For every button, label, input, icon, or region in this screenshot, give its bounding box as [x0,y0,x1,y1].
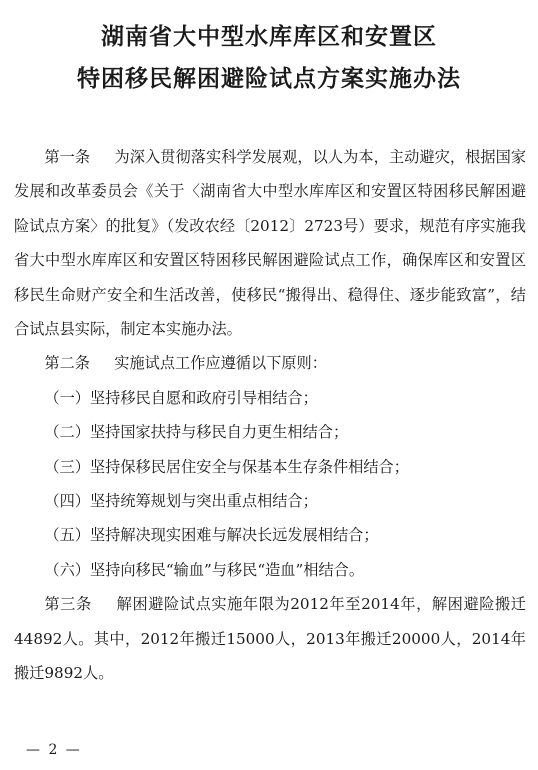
principle-item-1: （一）坚持移民自愿和政府引导相结合； [44,388,318,407]
document-title-line-1: 湖南省大中型水库库区和安置区 [101,23,437,50]
article-3 [14,587,526,690]
principle-item-4: （四）坚持统筹规划与突出重点相结合； [44,492,318,511]
document-body [14,140,526,691]
page-number: — 2 — [26,742,82,758]
article-1 [14,140,526,346]
article-1-label: 第一条 [44,148,91,166]
principle-item-5: （五）坚持解决现实困难与解决长远发展相结合； [44,526,379,545]
article-3-text: 解困避险试点实施年限为2012年至2014年，解困避险搬迁44892人。其中，2012年搬迁15000人，2013年搬迁20000人，2014年搬迁9892人。 [14,595,526,683]
article-2 [14,346,526,380]
article-2-label: 第二条 [44,354,90,373]
article-2-text: 实施试点工作应遵循以下原则： [114,354,327,373]
article-1-text: 为深入贯彻落实科学发展观，以人为本，主动避灾，根据国家发展和改革委员会《关于〈湖南省大中型水库库区和安置区特困移民解困避险试点方案〉的批复》（发改农经〔2012〕2723号）要求，规范有序实施我省大中型水库库区和安置区特困移民解困避险试点工作，确保库区和安置区移民生命财产安全和生活改善，使移民“搬得出、稳得住、逐步能致富”，结合试点县实际，制定本实施办法。 [14,148,527,339]
document-title-line-2: 特困移民解困避险试点方案实施办法 [77,65,461,92]
principle-item-6: （六）坚持向移民“输血”与移民“造血”相结合。 [44,560,365,579]
principle-item-3: （三）坚持保移民居住安全与保基本生存条件相结合； [44,457,409,476]
principle-item-2: （二）坚持国家扶持与移民自力更生相结合； [44,423,349,442]
article-3-label: 第三条 [44,595,92,614]
